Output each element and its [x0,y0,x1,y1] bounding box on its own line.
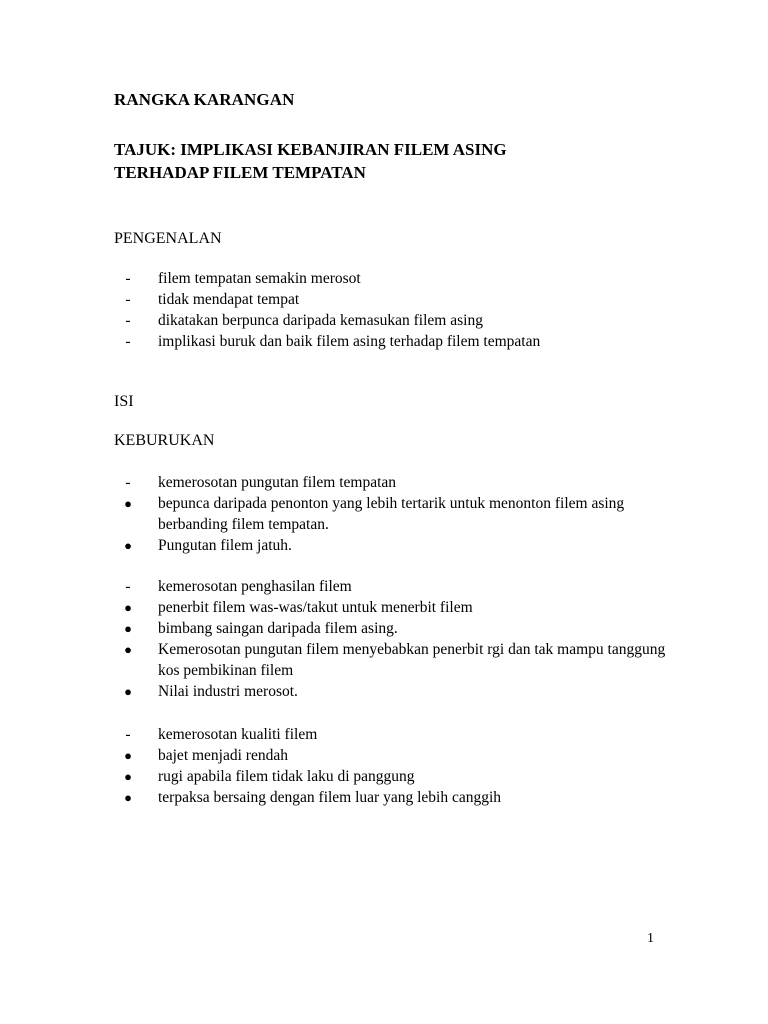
list-item-text: implikasi buruk dan baik filem asing terhadap filem tempatan [158,333,541,350]
dash-marker: - [125,578,131,595]
list-item [114,597,678,618]
dash-marker: - [125,270,131,287]
bullet-marker: ● [124,538,132,553]
list-item [114,639,678,681]
list-item [114,289,678,310]
bullet-marker: ● [124,684,132,699]
essay-topic-line-2: TERHADAP FILEM TEMPATAN [114,163,366,182]
bullet-marker: ● [124,642,132,657]
list-item [114,787,678,808]
keburukan-group-3 [114,724,678,808]
list-item [114,618,678,639]
list-item [114,535,678,556]
list-item [114,745,678,766]
dash-marker: - [125,474,131,491]
bullet-marker: ● [124,748,132,763]
section-heading-keburukan: KEBURUKAN [114,432,215,449]
bullet-marker: ● [124,496,132,511]
list-item [114,331,678,352]
list-item [114,766,678,787]
list-item-text: bepunca daripada penonton yang lebih tertarik untuk menonton filem asing berbanding filem tempatan. [158,495,625,533]
dash-marker: - [125,726,131,743]
list-item-text: rugi apabila filem tidak laku di panggung [158,768,415,785]
list-item [114,472,678,493]
dash-marker: - [125,312,131,329]
list-item-text: kemerosotan kualiti filem [158,726,318,743]
pengenalan-list [114,268,678,352]
document-title: RANGKA KARANGAN [114,90,295,109]
list-item-text: bimbang saingan daripada filem asing. [158,620,398,637]
list-item-text: Pungutan filem jatuh. [158,537,292,554]
bullet-marker: ● [124,600,132,615]
list-item-text: dikatakan berpunca daripada kemasukan filem asing [158,312,483,329]
list-item [114,681,678,702]
list-item-text: Kemerosotan pungutan filem menyebabkan penerbit rgi dan tak mampu tanggung kos pembikinan filem [158,641,666,679]
section-heading-pengenalan: PENGENALAN [114,230,222,247]
list-item-text: kemerosotan pungutan filem tempatan [158,474,397,491]
list-item [114,268,678,289]
section-heading-isi: ISI [114,393,134,410]
bullet-marker: ● [124,621,132,636]
essay-topic-line-1: TAJUK: IMPLIKASI KEBANJIRAN FILEM ASING [114,140,507,159]
list-item-text: penerbit filem was-was/takut untuk menerbit filem [158,599,473,616]
bullet-marker: ● [124,769,132,784]
list-item-text: filem tempatan semakin merosot [158,270,361,287]
keburukan-group-2 [114,576,678,702]
dash-marker: - [125,333,131,350]
list-item [114,724,678,745]
page-number: 1 [647,931,654,946]
list-item [114,576,678,597]
list-item [114,310,678,331]
list-item-text: kemerosotan penghasilan filem [158,578,352,595]
essay-topic [114,138,507,184]
dash-marker: - [125,291,131,308]
bullet-marker: ● [124,790,132,805]
list-item [114,493,678,535]
list-item-text: terpaksa bersaing dengan filem luar yang lebih canggih [158,789,502,806]
list-item-text: bajet menjadi rendah [158,747,288,764]
list-item-text: tidak mendapat tempat [158,291,300,308]
list-item-text: Nilai industri merosot. [158,683,298,700]
keburukan-group-1 [114,472,678,556]
